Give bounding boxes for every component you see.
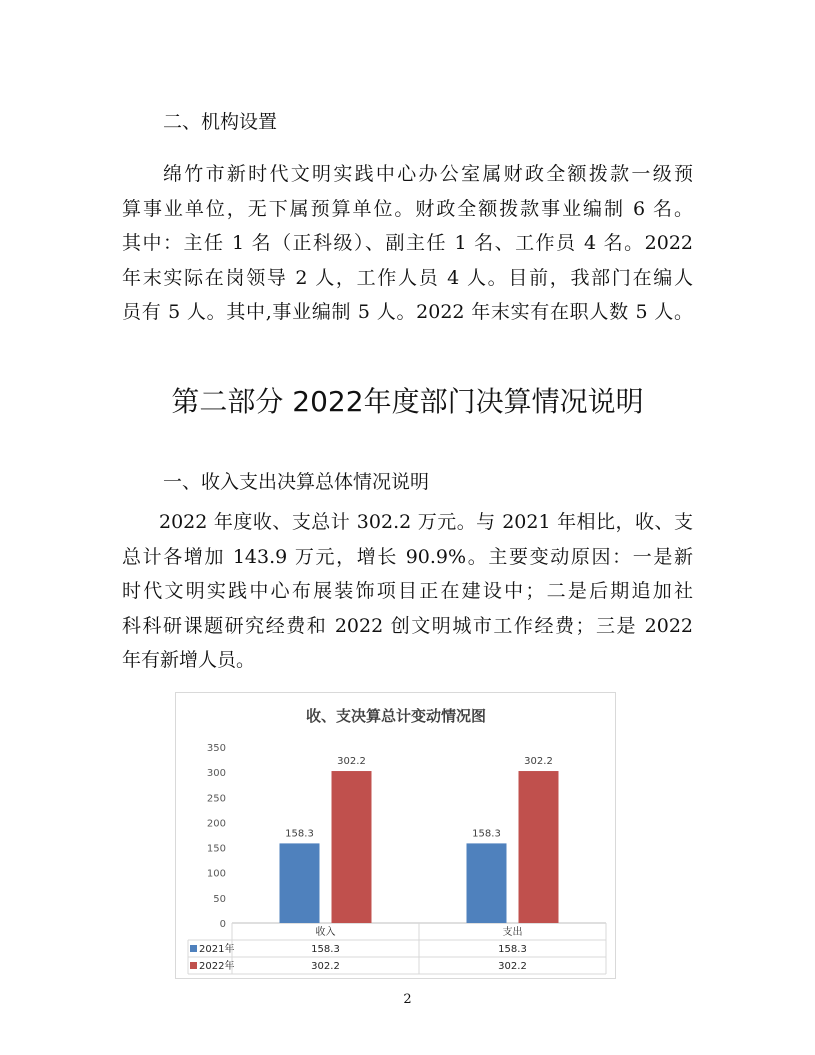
bar-chart — [175, 692, 616, 979]
bar-data-label: 158.3 — [472, 828, 501, 840]
bar — [519, 771, 559, 923]
y-tick-label: 200 — [206, 818, 226, 830]
paragraph-line: 科科研课题研究经费和 2022 创文明城市工作经费；三是 2022 — [122, 614, 693, 637]
section-heading-income-expenditure: 一、收入支出决算总体情况说明 — [163, 471, 430, 493]
bar-data-label: 158.3 — [285, 828, 314, 840]
paragraph-line: 总计各增加 143.9 万元，增长 90.9%。主要变动原因：一是新 — [122, 545, 693, 568]
section-heading-organization: 二、机构设置 — [163, 111, 278, 133]
bar — [280, 843, 320, 923]
x-category-label: 支出 — [502, 927, 523, 938]
table-value: 302.2 — [498, 961, 527, 972]
paragraph-line: 年末实际在岗领导 2 人，工作人员 4 人。目前，我部门在编人 — [122, 266, 693, 289]
paragraph-line: 年有新增人员。 — [122, 649, 256, 671]
chart-canvas — [176, 693, 617, 980]
page-number: 2 — [403, 992, 412, 1007]
chart-title: 收、支决算总计变动情况图 — [305, 707, 487, 725]
paragraph-line: 时代文明实践中心布展装饰项目正在建设中；二是后期追加社 — [122, 580, 693, 602]
y-tick-label: 150 — [206, 843, 226, 855]
x-category-label: 收入 — [315, 927, 336, 938]
legend-swatch — [190, 945, 197, 952]
paragraph-line: 绵竹市新时代文明实践中心办公室属财政全额拨款一级预 — [163, 163, 693, 185]
income-expenditure-paragraph — [122, 505, 693, 678]
table-value: 302.2 — [311, 961, 340, 972]
table-value: 158.3 — [311, 944, 340, 955]
legend-label: 2021年 — [199, 944, 235, 955]
legend-label: 2022年 — [199, 961, 235, 972]
bar-data-label: 302.2 — [337, 756, 366, 768]
y-tick-label: 350 — [206, 743, 226, 754]
legend-swatch — [190, 962, 197, 969]
y-tick-label: 250 — [206, 793, 226, 805]
y-tick-label: 50 — [213, 893, 226, 905]
bar-data-label: 302.2 — [524, 756, 553, 768]
y-tick-label: 100 — [206, 868, 226, 880]
bar — [332, 771, 372, 923]
paragraph-line: 员有 5 人。其中,事业编制 5 人。2022 年末实有在职人数 5 人。 — [122, 301, 693, 323]
part-title: 第二部分 2022年度部门决算情况说明 — [171, 385, 644, 418]
table-value: 158.3 — [498, 944, 527, 955]
bar — [467, 843, 507, 923]
paragraph-line: 算事业单位，无下属预算单位。财政全额拨款事业编制 6 名。 — [122, 197, 693, 220]
organization-paragraph — [122, 157, 693, 330]
y-tick-label: 0 — [219, 919, 226, 930]
paragraph-line: 2022 年度收、支总计 302.2 万元。与 2021 年相比，收、支 — [159, 511, 693, 533]
paragraph-line: 其中：主任 1 名（正科级）、副主任 1 名、工作员 4 名。2022 — [122, 232, 693, 254]
y-tick-label: 300 — [206, 768, 226, 780]
